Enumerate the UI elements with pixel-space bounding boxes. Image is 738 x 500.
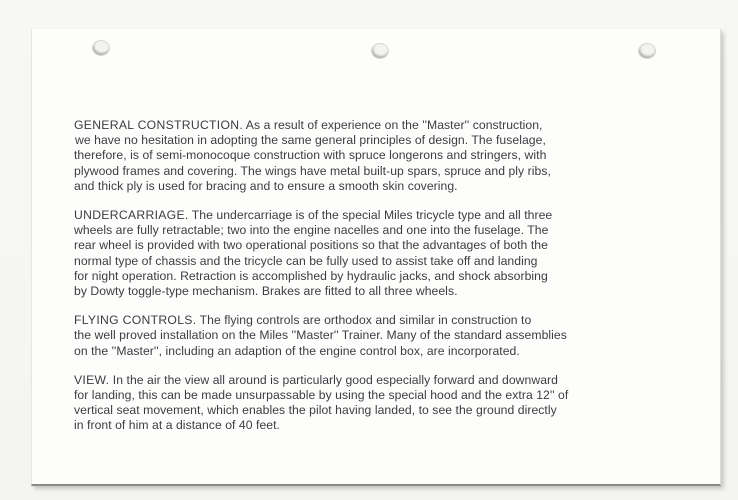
paragraph-line: The flying controls are orthodox and similar in construction to: [196, 313, 532, 328]
section-heading: VIEW.: [74, 372, 110, 387]
paragraph-line: vertical seat movement, which enables the pilot having landed, to see the ground directly: [74, 403, 557, 418]
paragraph-line: by Dowty toggle-type mechanism. Brakes are fitted to all three wheels.: [74, 284, 458, 299]
section-flying-controls: [74, 313, 694, 359]
paragraph-line: wheels are fully retractable; two into the engine nacelles and one into the fuselage. The: [74, 223, 549, 238]
paragraph-line: In the air the view all around is particularly good especially forward and downward: [109, 372, 558, 387]
paragraph-line: for night operation. Retraction is accomplished by hydraulic jacks, and shock absorbing: [74, 268, 548, 283]
paragraph-first-line: [74, 313, 694, 328]
punch-hole-left: [92, 40, 110, 56]
paragraph-line: we have no hesitation in adopting the same general principles of design. The fuselage,: [75, 133, 546, 148]
specification-text: [74, 118, 694, 448]
paragraph-line: on the ''Master'', including an adaption of the engine control box, are incorporated.: [74, 343, 520, 358]
section-undercarriage: [74, 208, 694, 299]
paragraph-first-line: [74, 208, 694, 223]
section-heading: GENERAL CONSTRUCTION.: [74, 118, 244, 132]
paragraph-first-line: [74, 373, 694, 388]
paragraph-line: in front of him at a distance of 40 feet.: [74, 418, 280, 433]
section-heading: FLYING CONTROLS.: [74, 313, 197, 328]
paragraph-line: plywood frames and covering. The wings have metal built-up spars, spruce and ply ribs,: [74, 163, 551, 178]
section-view: [74, 373, 694, 434]
paragraph-line: for landing, this can be made unsurpassable by using the special hood and the extra 12'' of: [74, 388, 569, 403]
paragraph-line: the well proved installation on the Miles ''Master'' Trainer. Many of the standard assemblies: [74, 328, 567, 343]
section-heading: UNDERCARRIAGE.: [74, 208, 189, 223]
paragraph-line: rear wheel is provided with two operational positions so that the advantages of both the: [74, 238, 548, 253]
punch-hole-right: [638, 43, 656, 59]
punch-hole-center: [371, 43, 389, 59]
paragraph-line: As a result of experience on the ''Master'' construction,: [243, 118, 543, 132]
section-general-construction: [74, 118, 694, 194]
paragraph-line: therefore, is of semi-monocoque construction with spruce longerons and stringers, with: [74, 148, 547, 163]
paragraph-first-line: [74, 118, 694, 133]
paragraph-line: normal type of chassis and the tricycle can be fully used to assist take off and landing: [74, 253, 538, 268]
paragraph-line: and thick ply is used for bracing and to ensure a smooth skin covering.: [74, 178, 458, 193]
paragraph-line: The undercarriage is of the special Miles tricycle type and all three: [188, 208, 553, 223]
